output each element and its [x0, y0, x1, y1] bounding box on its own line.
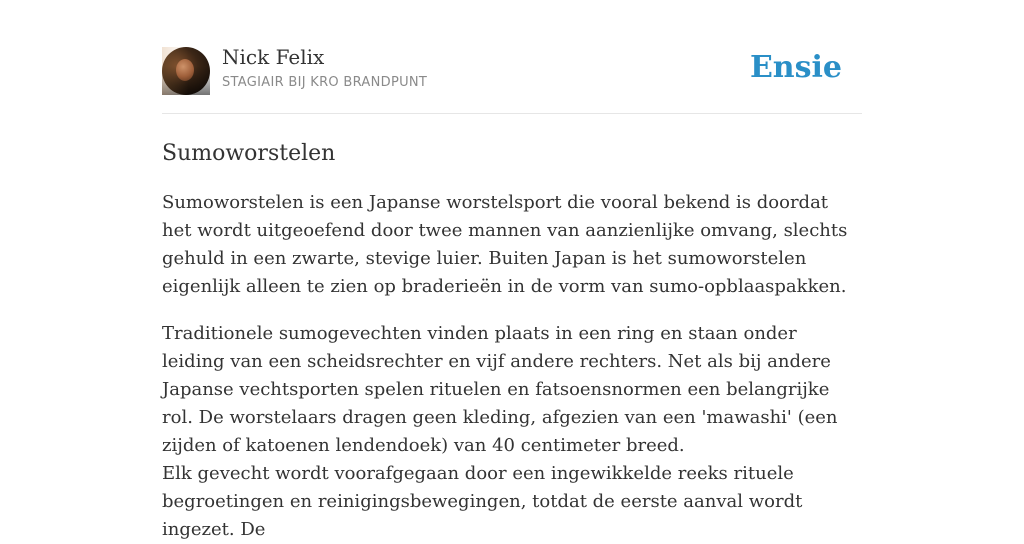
article-paragraph-2 — [162, 320, 862, 544]
article-paragraph-1: Sumoworstelen is een Japanse worstelsport die vooral bekend is doordat het wordt uitgeoefend door twee mannen van aanzienlijke omvang, slechts gehuld in een zwarte, stevige luier. Buiten Japan is het sumoworstelen eigenlijk alleen te zien op braderieën in de vorm van sumo-opblaaspakken. — [162, 192, 848, 297]
author-avatar[interactable] — [162, 47, 210, 95]
ensie-logo[interactable]: Ensie — [749, 50, 842, 85]
card-header — [162, 0, 862, 114]
avatar-face — [176, 59, 194, 81]
author-role: STAGIAIR BIJ KRO BRANDPUNT — [222, 75, 428, 90]
article-title: Sumoworstelen — [162, 141, 336, 166]
article-paragraph-3-text: Elk gevecht wordt voorafgegaan door een ingewikkelde reeks rituele begroetingen en reinigingsbewegingen, totdat de eerste aanval wordt ingezet. De — [162, 463, 803, 540]
article-paragraph-2-text: Traditionele sumogevechten vinden plaats in een ring en staan onder leiding van een scheidsrechter en vijf andere rechters. Net als bij andere Japanse vechtsporten spelen rituelen en fatsoensnormen een belangrijke rol. De worstelaars dragen geen kleding, afgezien van een 'mawashi' (een zijden of katoenen lendendoek) van 40 centimeter breed. — [162, 323, 838, 456]
author-name[interactable]: Nick Felix — [222, 45, 325, 69]
definition-card — [162, 0, 862, 544]
